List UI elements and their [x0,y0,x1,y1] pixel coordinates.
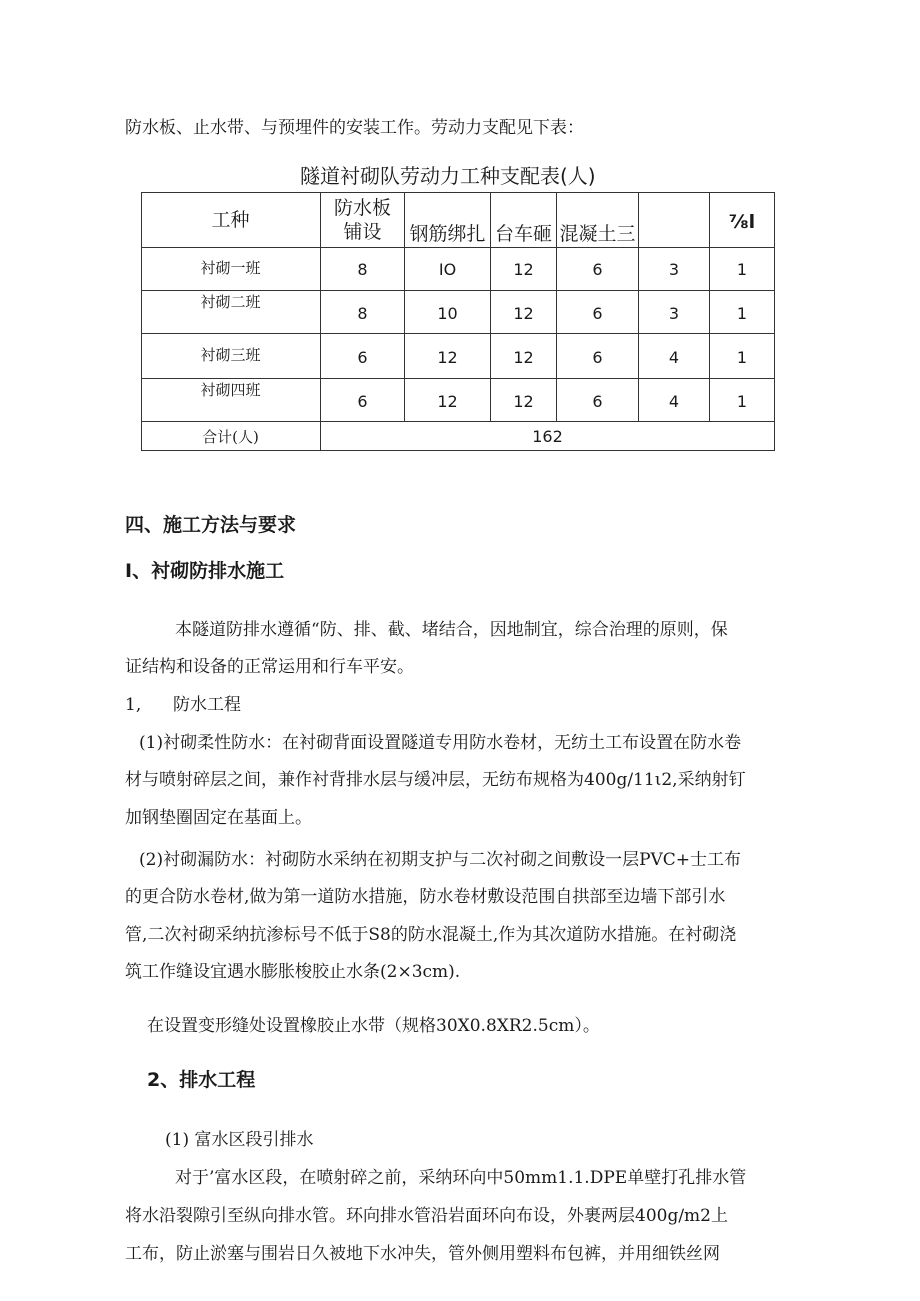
intro-text: 防水板、止水带、与预埋件的安装工作。劳动力支配见下表： [125,118,584,138]
table-row-label: 衬砌一班 [200,259,261,277]
total-value: 162 [532,427,563,446]
table-cell: 12 [437,348,458,367]
item-1-label: 防水工程 [173,695,241,715]
table-cell: 6 [592,304,603,323]
labor-table [141,192,775,451]
section-2-heading: 2、排水工程 [147,1069,256,1091]
header-trolley: 台车砸 [494,223,552,245]
table-cell: 12 [513,348,534,367]
table-cell: 6 [592,260,603,279]
table-row-label: 衬砌二班 [200,293,261,311]
table-cell: 6 [592,348,603,367]
table-cell: 1 [736,348,748,367]
table-cell: 1 [736,392,748,411]
paragraph-principle-line2: 证结构和设备的正常运用和行车平安。 [125,657,414,677]
paragraph-flexible-line3: 加钢垫圈固定在基面上。 [125,808,312,828]
table-cell: 6 [357,348,368,367]
paragraph-drain-line3: 工布，防止淤塞与围岩日久被地下水冲失，管外侧用塑料布包裤，并用细铁丝网 [125,1244,720,1264]
table-cell: 12 [437,392,458,411]
table-title: 隧道衬砌队劳动力工种支配表(人) [300,164,596,188]
table-cell: 8 [357,260,368,279]
paragraph-waterstop: 在设置变形缝处设置橡胶止水带（规格30X0.8XR2.5cm）。 [147,1016,600,1036]
header-other: ⅞l [728,211,756,233]
table-cell: 6 [592,392,603,411]
table-cell: 4 [668,348,680,367]
table-cell: 3 [668,304,680,323]
paragraph-leak-line4: 筑工作缝设宜遇水膨胀梭胶止水条(2×3cm). [125,962,461,982]
section-1-heading: I、衬砌防排水施工 [125,560,285,582]
paragraph-principle-line1: 本隧道防排水遵循“防、排、截、堵结合，因地制宜，综合治理的原则，保 [175,620,728,640]
total-label: 合计(人) [202,428,259,446]
header-laying: 铺设 [343,221,382,243]
section-4-heading: 四、施工方法与要求 [125,514,297,536]
table-cell: 4 [668,392,680,411]
paragraph-flexible-line1: (1)衬砌柔性防水：在衬砌背面设置隧道专用防水卷材，无纺土工布设置在防水卷 [139,733,742,753]
header-work-type: 工种 [211,209,250,231]
table-cell: 10 [437,304,458,323]
paragraph-leak-line1: (2)衬砌漏防水：衬砌防水采纳在初期支护与二次衬砌之间敷设一层PVC+士工布 [139,850,742,870]
table-cell: 12 [513,304,534,323]
header-rebar: 钢筋绑扎 [409,223,486,245]
table-cell: IO [438,260,457,279]
table-row-label: 衬砌四班 [200,381,261,399]
paragraph-drain-line1: 对于’富水区段，在喷射碎之前，采纳环向中50mm1.1.DPE单壁打孔排水管 [175,1168,747,1188]
paragraph-leak-line2: 的更合防水卷材,做为第一道防水措施，防水卷材敷设范围自拱部至边墙下部引水 [125,887,726,907]
table-cell: 1 [736,260,748,279]
table-cell: 8 [357,304,368,323]
sub-heading-rich-water: (1) 富水区段引排水 [165,1130,314,1150]
table-cell: 12 [513,260,534,279]
header-waterproof-board: 防水板 [333,197,391,219]
table-cell: 12 [513,392,534,411]
table-cell: 1 [736,304,748,323]
table-row-label: 衬砌三班 [200,346,261,364]
paragraph-leak-line3: 管,二次衬砌采纳抗渗标号不低于S8的防水混凝土,作为其次道防水措施。在衬砌浇 [125,925,737,945]
table-cell: 6 [357,392,368,411]
paragraph-flexible-line2: 材与喷射碎层之间，兼作衬背排水层与缓冲层，无纺布规格为400g∕11ι2,采纳射钉 [125,770,746,790]
header-concrete: 混凝土三 [559,223,636,245]
paragraph-drain-line2: 将水沿裂隙引至纵向排水管。环向排水管沿岩面环向布设，外裹两层400g∕m2上 [125,1206,728,1226]
item-1-number: 1, [125,695,142,715]
table-cell: 3 [668,260,680,279]
